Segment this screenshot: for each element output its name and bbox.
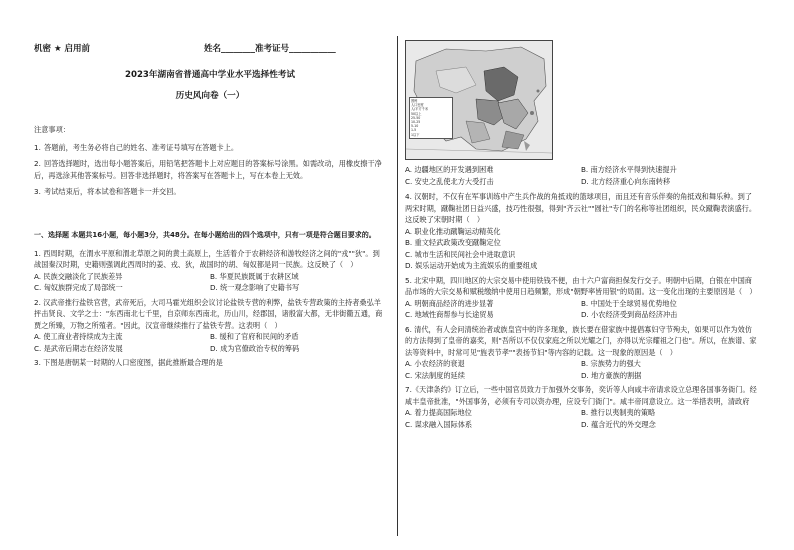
note-item: 1. 答题前，考生务必将自己的姓名、准考证号填写在答题卡上。 <box>34 142 239 152</box>
section-heading: 一、选择题 本题共16小题，每小题3分，共48分。在每小题给出的四个选项中，只有一项是符合题目要求的。 <box>34 231 376 239</box>
option-a: A. 边疆地区的开发遇到困难 <box>405 165 494 174</box>
option-c: C. 谋求融入国际体系 <box>405 419 473 429</box>
option-c: C. 地域性商帮参与长途贸易 <box>405 310 494 319</box>
option-b: B. 中国处于全球贸易优势地位 <box>581 298 677 308</box>
secret-label: 机密 ★ 启用前 <box>34 44 91 54</box>
question-2 <box>34 297 386 355</box>
question-stem: 2. 汉武帝推行盐铁官营，武帝死后，大司马霍光组织会议讨论盐铁专营的利弊，盐铁专营政策的主持者桑弘羊抨击贤良、文学之士："东西南北七千里，自京师东西南北，历山川，经郡国，诸殷富大都，无非街衢五通，商贾之所臻，万物之所殖者。"因此，汉宣帝继续推行了盐铁专营。这表明（ ） <box>34 297 383 330</box>
option-c: C. 是武帝后期志在经济发展 <box>34 343 123 353</box>
exam-subtitle: 历史风向卷（一） <box>175 91 245 101</box>
question-stem: 4. 汉朝时，不仅有在军事训练中产生兵作战的角抵戏的篮球项目，而且还有音乐伴奏的角抵戏和舞乐种。到了两宋时期，蹴鞠社团日益兴盛，技巧性很强，得到"齐云社""圆社"专门的名称等社团组织，民众蹴鞠表演盛行。这反映了宋朝时期（ ） <box>405 192 757 224</box>
option-a: A. 职业化推动蹴鞠运动精英化 <box>405 226 501 236</box>
option-d: D. 成为官僚政治专权的筹码 <box>210 343 300 353</box>
option-a: A. 使工商业者持续成为主流 <box>34 332 123 341</box>
question-3 <box>34 357 386 369</box>
question-7 <box>405 384 757 430</box>
question-3-options <box>405 164 757 187</box>
option-a: A. 民族交融淡化了民族差异 <box>34 271 123 281</box>
option-d: D. 蕴含近代的外交理念 <box>581 419 656 429</box>
option-c: C. 城市生活和民间社会中进取意识 <box>405 249 516 259</box>
option-c: C. 匈奴族群完成了局部统一 <box>34 283 123 292</box>
option-a: A. 着力提高国际地位 <box>405 408 472 417</box>
question-stem: 7.《天津条约》订立后，一些中国官员致力于加强外交事务，奕䜣等人向咸丰帝请求设立总理各国事务衙门。经咸丰皇帝批准，"外国事务，必须有专司以资办理，应设专门衙门"。咸丰帝同意设立。这一举措表明，清政府 <box>405 385 757 406</box>
notes-section <box>34 124 386 198</box>
option-c: C. 宋法制度的延续 <box>405 370 465 380</box>
column-divider <box>397 36 398 536</box>
section-one <box>34 230 386 369</box>
question-stem: 5. 北宋中期，四川地区的大宗交易中使用铁钱不便，由十六户富商担保发行交子。明朝中后期，白银在中国商品市场的大宗交易和赋税缴纳中使用日趋频繁，形成"朝野率皆用银"的局面。这一变化出现的主要原因是（ ） <box>405 275 757 296</box>
option-b: B. 宗族势力的强大 <box>581 359 641 368</box>
option-b: B. 重文轻武政策改变蹴鞠定位 <box>405 238 501 247</box>
option-a: A. 小农经济的衰退 <box>405 359 465 368</box>
note-item: 2. 回答选择题时，选出每小题答案后，用铅笔把答题卡上对应题目的答案标号涂黑。如需改动，用橡皮擦干净后，再选涂其他答案标号。回答非选择题时，将答案写在答题卡上，写在本卷上无效。 <box>34 159 382 180</box>
option-b: B. 推行以夷制夷的策略 <box>581 408 656 417</box>
option-b: B. 南方经济水平得到快速提升 <box>581 165 677 174</box>
question-stem: 6. 清代，有人会问清统治者或族皇宫中的许多现象，族长要在借家族中提倡寡妇守节殉夫，如果可以作为效仿的方法得到了皇帝的嘉奖，则"吾所以不仅仅家庭之所以光耀之门，亦得以光宗耀祖之门也"。所以，在族谱、家法等资料中，时常可见"旌表节孝""表扬节妇"等内容的记载。这一现象的原因是（ ） <box>405 324 757 357</box>
tang-population-map <box>405 40 553 160</box>
option-b: B. 华夏民族既属于农耕区域 <box>210 271 299 281</box>
option-d: D. 统一观念影响了史籍书写 <box>210 283 300 292</box>
option-d: D. 小农经济受到商品经济冲击 <box>581 310 678 319</box>
note-item: 3. 考试结束后，将本试卷和答题卡一并交回。 <box>34 187 181 196</box>
question-4 <box>405 191 757 272</box>
option-d: D. 北方经济重心向东南转移 <box>581 176 671 186</box>
question-1 <box>34 248 386 294</box>
name-field: 姓名________准考证号___________ <box>204 44 336 54</box>
notes-heading: 注意事项： <box>34 125 70 134</box>
exam-title: 2023年湖南省普通高中学业水平选择性考试 <box>124 70 295 80</box>
question-5 <box>405 275 757 321</box>
option-b: B. 缓和了官府和民间的矛盾 <box>210 332 299 341</box>
option-d: D. 地方豪族的割据 <box>581 370 642 380</box>
question-stem: 3. 下图是唐朝某一时期的人口密度图，据此推断最合理的是 <box>34 358 223 367</box>
question-stem: 1. 西周时期，在渭水平原和渭北草原之间的黄土高原上，生活着介于农耕经济和游牧经济之间的"戎""狄"。到战国秦汉时期，史籍则强调此西周时的姜、戎、狄，战国时的胡、匈奴都是同一民族。这反映了（ ） <box>34 248 380 269</box>
option-a: A. 明朝商品经济的进步显著 <box>405 298 494 308</box>
question-6 <box>405 324 757 382</box>
option-c: C. 安史之乱使北方大受打击 <box>405 176 494 186</box>
option-d: D. 娱乐运动开始成为主流娱乐的重要组成 <box>405 261 538 270</box>
map-legend: 图例 人口密度 人/平方千米 50以上 25-50 10-25 5-10 1-5 1以下 <box>409 97 453 139</box>
